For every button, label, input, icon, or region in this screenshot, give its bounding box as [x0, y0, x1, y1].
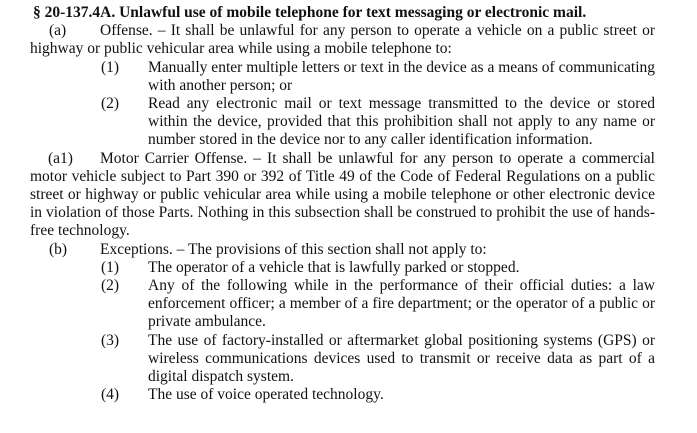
subsection-b-label: (b)	[49, 240, 68, 258]
item-text: The use of factory-installed or aftermarket global positioning systems (GPS) or wireless communications devices used to transmit or receive data as part of a digital dispatch system.	[148, 331, 655, 386]
subsection-a-text: Offense. – It shall be unlawful for any person to operate a vehicle on a public street or highway or public vehicular area while using a mobile telephone to:	[30, 22, 655, 58]
subsection-a1	[30, 150, 655, 241]
subsection-b-item-1	[30, 259, 655, 277]
subsection-b-item-2	[30, 277, 655, 332]
item-text: The operator of a vehicle that is lawfully parked or stopped.	[148, 258, 520, 276]
item-text: Manually enter multiple letters or text in the device as a means of communicating with another person; or	[148, 58, 655, 94]
subsection-b-item-4	[30, 386, 655, 404]
item-label: (2)	[101, 95, 120, 113]
subsection-b-item-3	[30, 332, 655, 387]
subsection-a-item-1	[30, 59, 655, 95]
item-label: (4)	[101, 386, 120, 404]
subsection-a	[30, 22, 655, 58]
subsection-a1-text: Motor Carrier Offense. – It shall be unlawful for any person to operate a commercial motor vehicle subject to Part 390 or 392 of Title 49 of the Code of Federal Regulations on a public street or highway or public vehicular area while using a mobile telephone or other electronic device in violation of those Parts. Nothing in this subsection shall be construed to prohibit the use of hands-free technology.	[30, 149, 655, 240]
statute-document	[30, 4, 655, 404]
item-label: (2)	[101, 277, 120, 295]
item-label: (1)	[101, 258, 120, 276]
subsection-a1-label: (a1)	[48, 149, 73, 167]
item-text: The use of voice operated technology.	[148, 386, 384, 404]
item-label: (3)	[101, 331, 120, 349]
item-text: Read any electronic mail or text message transmitted to the device or stored within the device, provided that this prohibition shall not apply to any name or number stored in the device nor to any caller identification information.	[148, 95, 655, 149]
subsection-b-text: Exceptions. – The provisions of this section shall not apply to:	[100, 240, 487, 258]
subsection-a-item-2	[30, 95, 655, 150]
section-heading: § 20-137.4A. Unlawful use of mobile telephone for text messaging or electronic mail.	[33, 4, 587, 21]
item-text: Any of the following while in the performance of their official duties: a law enforcement officer; a member of a fire department; or the operator of a public or private ambulance.	[148, 277, 655, 331]
subsection-b	[30, 241, 655, 259]
subsection-a-label: (a)	[49, 22, 67, 40]
item-label: (1)	[101, 58, 120, 76]
